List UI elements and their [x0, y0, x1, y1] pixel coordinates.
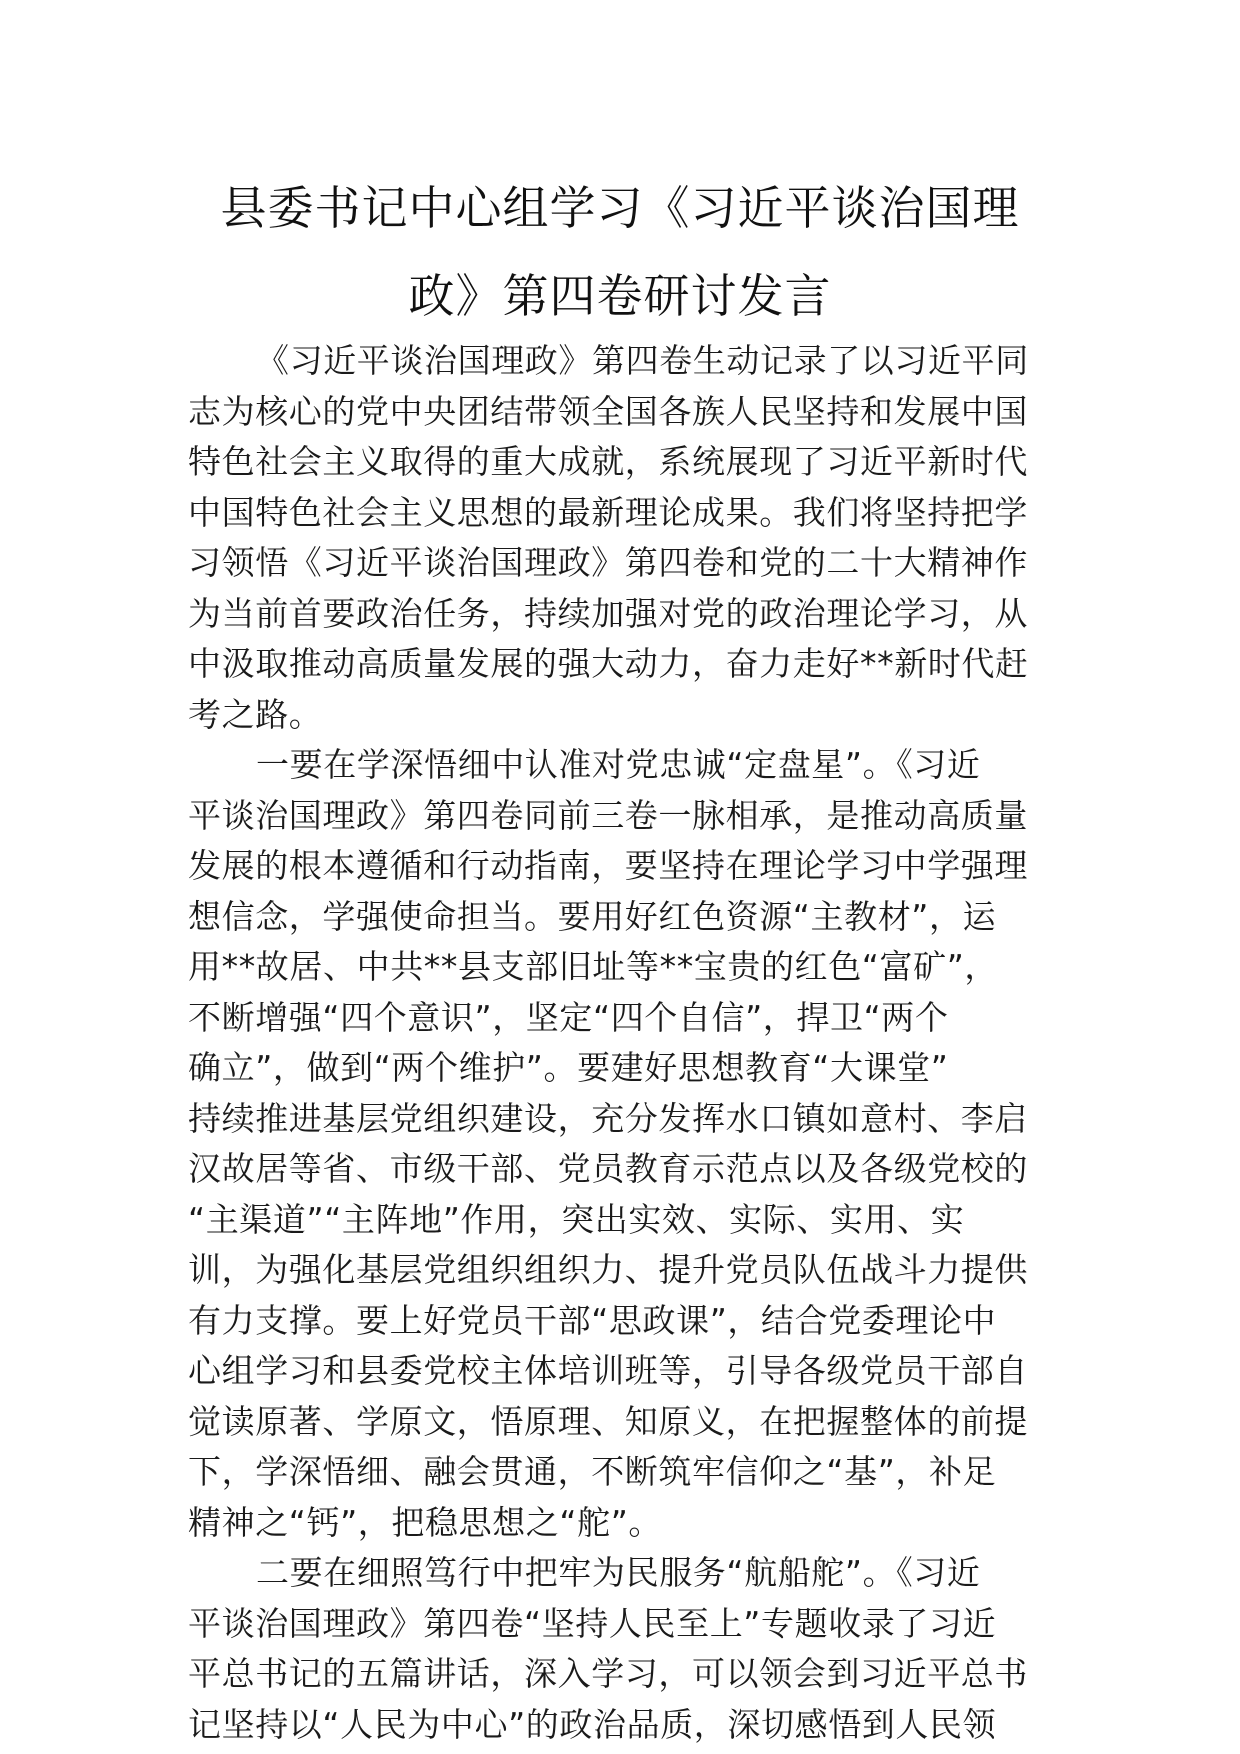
body-line: “主渠道”“主阵地”作用，突出实效、实际、实用、实 [188, 1199, 965, 1239]
body-line: 记坚持以“人民为中心”的政治品质，深切感悟到人民领 [188, 1704, 997, 1744]
body-line: 二要在细照笃行中把牢为民服务“航船舵”。《习近 [256, 1553, 981, 1592]
body-line: 想信念，学强使命担当。要用好红色资源“主教材”，运 [188, 896, 997, 936]
body-line: 特色社会主义取得的重大成就，系统展现了习近平新时代 [188, 442, 1028, 481]
body-line: 不断增强“四个意识”，坚定“四个自信”，捍卫“两个 [188, 997, 949, 1037]
document-title-line-2: 政》第四卷研讨发言 [408, 269, 832, 323]
body-line: 精神之“钙”，把稳思想之“舵”。 [188, 1502, 662, 1542]
body-line: 平谈治国理政》第四卷“坚持人民至上”专题收录了习近 [188, 1603, 997, 1643]
body-line: 发展的根本遵循和行动指南，要坚持在理论学习中学强理 [188, 846, 1028, 885]
body-line: 心组学习和县委党校主体培训班等，引导各级党员干部自 [188, 1351, 1028, 1390]
body-line: 觉读原著、学原文，悟原理、知原义，在把握整体的前提 [188, 1401, 1028, 1441]
body-line: 志为核心的党中央团结带领全国各族人民坚持和发展中国 [188, 391, 1028, 431]
body-line: 习领悟《习近平谈治国理政》第四卷和党的二十大精神作 [188, 543, 1028, 582]
document-body [188, 336, 1056, 1750]
document-title-line-1: 县委书记中心组学习《习近平谈治国理 [220, 181, 1020, 235]
body-line: 中汲取推动高质量发展的强大动力，奋力走好**新时代赶 [188, 644, 1029, 683]
body-line: 考之路。 [188, 694, 323, 734]
body-line: 确立”，做到“两个维护”。要建好思想教育“大课堂” [188, 1048, 949, 1087]
body-line: 平总书记的五篇讲话，深入学习，可以领会到习近平总书 [188, 1654, 1028, 1693]
body-line: 下，学深悟细、融会贯通，不断筑牢信仰之“基”，补足 [188, 1452, 997, 1491]
body-line: 有力支撑。要上好党员干部“思政课”，结合党委理论中 [188, 1300, 997, 1340]
body-line: 用**故居、中共**县支部旧址等**宝贵的红色“富矿”， [188, 947, 998, 986]
body-line: 训，为强化基层党组织组织力、提升党员队伍战斗力提供 [188, 1250, 1028, 1289]
body-line: 平谈治国理政》第四卷同前三卷一脉相承，是推动高质量 [188, 795, 1028, 835]
body-line: 为当前首要政治任务，持续加强对党的政治理论学习，从 [188, 593, 1028, 633]
body-line: 一要在学深悟细中认准对党忠诚“定盘星”。《习近 [256, 745, 981, 784]
body-line: 持续推进基层党组织建设，充分发挥水口镇如意村、李启 [188, 1098, 1028, 1138]
body-line: 汉故居等省、市级干部、党员教育示范点以及各级党校的 [188, 1149, 1028, 1188]
body-line: 《习近平谈治国理政》第四卷生动记录了以习近平同 [256, 341, 1029, 380]
body-line: 中国特色社会主义思想的最新理论成果。我们将坚持把学 [188, 492, 1028, 532]
